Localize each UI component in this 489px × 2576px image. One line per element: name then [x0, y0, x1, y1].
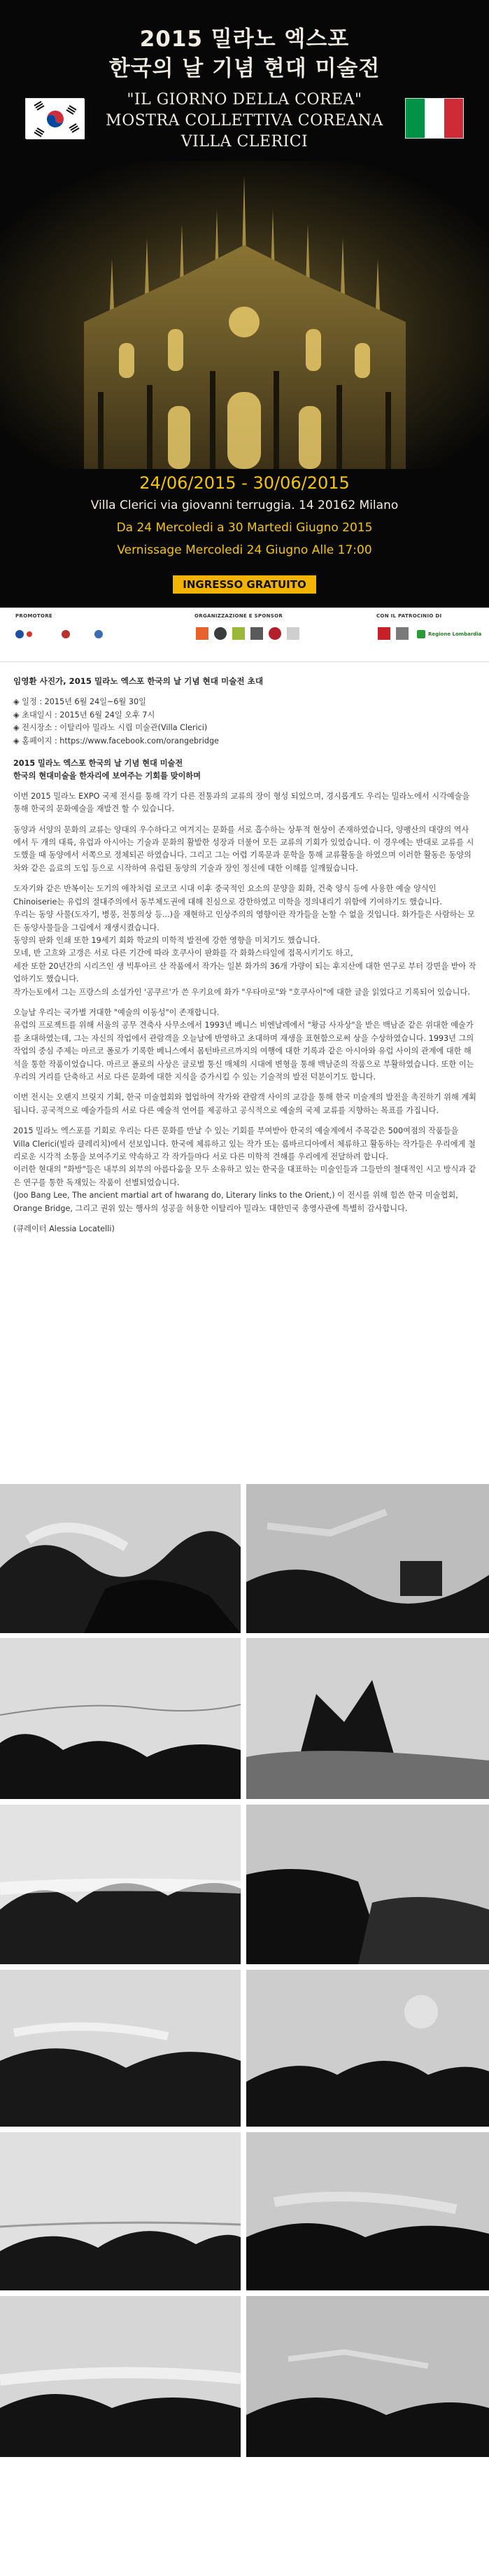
info-opening: ◈ 초대일시 : 2015년 6월 24일 오후 7시	[13, 710, 155, 720]
seascape-photo	[246, 2296, 489, 2457]
korean-flag-icon	[25, 98, 84, 139]
article-title: 임영환 사진가, 2015 밀라노 엑스포 한국의 날 기념 현대 미술전 초대	[13, 676, 264, 686]
info-schedule: ◈ 일정 : 2015년 6월 24일~6월 30일	[13, 697, 146, 707]
paragraph: 작가는토에서 그는 프랑스의 소설가인 '공쿠르'가 쓴 우키요에 화가 "우타마로"와 "호쿠사이"에 대한 글을 읽었다고 기록되어 있습니다.	[13, 987, 470, 997]
paragraph: 도자기와 같은 반복이는 도기의 애착처럼 로코코 시대 이후 중국적인 요소의 문양을 회화, 건축 양식 등에 사용한 예술 양식인 Chinoiserie는 유럽의 절대주의에서 동부체도권에 대해 친심으로 강한하였고 미학을 정의내리기 위함에 기여하기도 했습니다.	[13, 884, 442, 906]
paragraph: 유럽의 프로젝트를 위해 서울의 공무 견축사 사무소에서 1993년 베니스 비엔날레에서 "황금 사자상"을 받은 백남준 같은 위대한 예술가를 초대하였는데, 그는 자신의 작업에서 관람객을 오늘날에 반영하고 초대하며 재생을 표현함으로써 상을 수상하였습니다. 1993년 그의 작업의 중심 주제는 마르코 폴로가 기록한 베니스에서 몸턴바르르까지의 여행에 대한 기록과 같은 아시아와 유럽 사이의 관계에 대한 해석을 통한 작품이었습니다. 마르코 폴로의 사상은 글로벌 통신 매체의 시대에 변형을 통해 백남준의 작품으로 부활하였습니다. 또한 이는 우리의 거리를 단축하고 서로 다른 문화에 대한 지식을 증가시킬 수 있는 기술적의 발전 덕분이기도 합니다.	[13, 1021, 474, 1082]
paragraph: 이번 2015 밀라노 EXPO 국제 전시를 통해 각기 다른 전통과의 교류의 장이 형성 되었으며, 경시롭게도 우리는 밀라노에서 시각예술을 통해 한국의 문화예술을 재발견 할 수 있습니다.	[13, 791, 470, 814]
regione-lombardia-logo	[417, 627, 481, 641]
seascape-photo	[246, 1484, 489, 1633]
paragraph: 동양과 서양의 문화의 교류는 양대의 우수하다고 여겨지는 문화를 서로 흡수하는 상투적 현상이 존재하였습니다, 양팽산의 대량의 역사에서 두 개의 대륙, 유럽과 아시아는 기술과 문화의 활발한 성장과 더불어 모든 교류의 기회가 있었습니다. 이 경우에는 반대로 교류를 시도했을 때 동양에서 서쪽으로 정체되곤 하였습니다. 그리고 그는 어렵 기록문과 문학을 통해 교류활동을 하였으며 이러한 활동은 동양의 차와 같은 음료의 도입 등으로 시작하여 유럽된 동양의 기술과 장인 정신에 대한 이해를 일깨웠습니다.	[13, 825, 474, 873]
poster-vernissage: Vernissage Mercoledi 24 Giugno Alle 17:00	[117, 543, 372, 557]
sponsor-logo-3	[232, 627, 245, 640]
seascape-photo	[246, 1638, 489, 1799]
article-subheading	[13, 757, 476, 783]
subheading-line1: 2015 밀라노 엑스포 한국의 날 기념 현대 미술전	[13, 759, 183, 769]
seascape-photo	[0, 2132, 241, 2290]
paragraph: 우리는 동양 사물(도자기, 병풍, 전통의상 등...)을 재현하고 인상주의의 영향이란 작가들을 논할 수 없을 것입니다. 화가들은 사람하는 모든 동양사물들을 그림에서 재생시켰습니다.	[13, 910, 475, 932]
free-entry-label: INGRESSO GRATUITO	[173, 575, 316, 594]
curator-credit: (큐레이터 Alessia Locatelli)	[13, 1224, 115, 1234]
poster-date-range: 24/06/2015 - 30/06/2015	[139, 473, 350, 493]
seascape-photo	[0, 1970, 241, 2127]
sponsor-logo-6	[287, 627, 299, 640]
paragraph: 오늘날 우리는 국가별 거대한 "예술의 이동성"이 존재합니다.	[13, 1007, 220, 1017]
seascape-photo	[0, 1638, 241, 1799]
milan-cathedral-image	[0, 161, 489, 469]
exhibition-info-list	[13, 696, 476, 748]
promotore-label: PROMOTORE	[15, 613, 52, 619]
poster-title-italian-line1: "IL GIORNO DELLA COREA"	[127, 91, 362, 108]
poster-title-italian-line2: MOSTRA COLLETTIVA COREANA	[106, 112, 383, 130]
poster-title-italian-line3: VILLA CLERICI	[180, 133, 309, 150]
italian-flag-icon	[405, 98, 464, 139]
free-entry-badge	[0, 575, 489, 594]
embassy-logo	[62, 627, 73, 641]
paragraph: (Joo Bang Lee, The ancient martial art of hwarang do, Literary links to the Orient,) 이 전시를 위해 힘쓴 한국 미술협회, Orange Bridge, 그리고 권위 있는 행사의 성공을 허용한 이탈리아 밀라노 대한민국 총영사관에 특별히 감사합니다.	[13, 1191, 458, 1213]
seascape-photo	[246, 1970, 489, 2127]
seascape-photo	[246, 1805, 489, 1964]
patron-logo-2	[396, 627, 409, 640]
sponsors-bar	[0, 608, 489, 662]
seascape-photo	[0, 1484, 241, 1633]
orange-bridge-logo	[196, 627, 208, 640]
sponsor-logo-5	[269, 627, 281, 640]
info-homepage[interactable]: ◈ 홈페이지 : https://www.facebook.com/orangebridge	[13, 736, 219, 746]
sponsor-logo-4	[250, 627, 263, 640]
paragraph: 세잔 또한 20년간의 시리즈인 생 빅투아르 산 작품에서 작가는 일본 화가의 36개 가량이 되는 후지산에 대한 연구로 부터 강면을 받아 작업하기도 했습니다.	[13, 961, 476, 984]
paragraph: 모네, 반 고흐와 고갱은 서로 다른 기간에 따라 호쿠사이 판화를 각 화화스타일에 접목시키기도 하고,	[13, 948, 353, 958]
patron-logo-1	[378, 627, 390, 640]
subheading-line2: 한국의 현대미술을 한자리에 보여주는 기회를 맞이하며	[13, 771, 201, 781]
article-body	[13, 675, 476, 1243]
paragraph: 동양의 판화 인쇄 또한 19세기 회화 학교의 미학적 발전에 강한 영향을 미치기도 했습니다.	[13, 935, 320, 945]
organizzazione-label: ORGANIZZAZIONE E SPONSOR	[194, 613, 283, 619]
info-venue: ◈ 전시장소 : 이탈리아 밀라노 시립 미술관(Villa Clerici)	[13, 723, 208, 733]
seascape-photo	[246, 2132, 489, 2290]
promoter-logo	[15, 627, 35, 641]
sponsor-logo-2	[214, 627, 227, 640]
seascape-photo	[0, 1805, 241, 1964]
poster-title-korean-line2: 한국의 날 기념 현대 미술전	[108, 56, 381, 81]
patrocinio-label: CON IL PATROCINIO DI	[376, 613, 442, 619]
korean-art-association-logo	[94, 627, 106, 641]
regione-lombardia-text: Regione Lombardia	[428, 631, 482, 637]
paragraph: 이번 전시는 오랜지 브릿지 기획, 한국 미술협회와 협업하여 작가와 관람객 사이의 교감을 통해 한국 미술계의 발전을 촉진하기 위해 계획됩니다. 공국적으로 예술가들의 서로 다른 예술적 언어를 제공하고 공식적으로 예술의 국제 교류를 지향하는 목표를 가집니다.	[13, 1093, 476, 1115]
paragraph: 이러한 현대의 "화방"들은 내부의 외부의 아름다움을 모두 소유하고 있는 한국을 대표하는 미술인들과 그들만의 철대적인 시고 방식과 같은 연구를 통한 독재있는 작품이 선별되었습니다.	[13, 1165, 476, 1187]
seascape-photo	[0, 2296, 241, 2457]
poster-date-italian: Da 24 Mercoledi a 30 Martedi Giugno 2015	[116, 521, 373, 535]
poster-address: Villa Clerici via giovanni terruggia. 14 20162 Milano	[90, 498, 399, 512]
poster-title-korean-line1: 2015 밀라노 엑스포	[139, 27, 350, 52]
exhibition-poster	[0, 0, 489, 608]
paragraph: 2015 밀라노 엑스포를 기회로 우리는 다른 문화를 만날 수 있는 기회를 부여받아 한국의 예술계에서 주목같은 500여점의 작품들을 Villa Clerici(빌라 클레리치)에서 선보입니다. 한국에 체류하고 있는 작가 또는 롬바르디아에서 체류하고 활동하는 작가들은 우리에게 철리로운 시각적 소통을 보여주기로 약속하고 각 작가들마다 서로 다른 미학적 견해를 우리에게 전달하려 합니다.	[13, 1126, 476, 1161]
